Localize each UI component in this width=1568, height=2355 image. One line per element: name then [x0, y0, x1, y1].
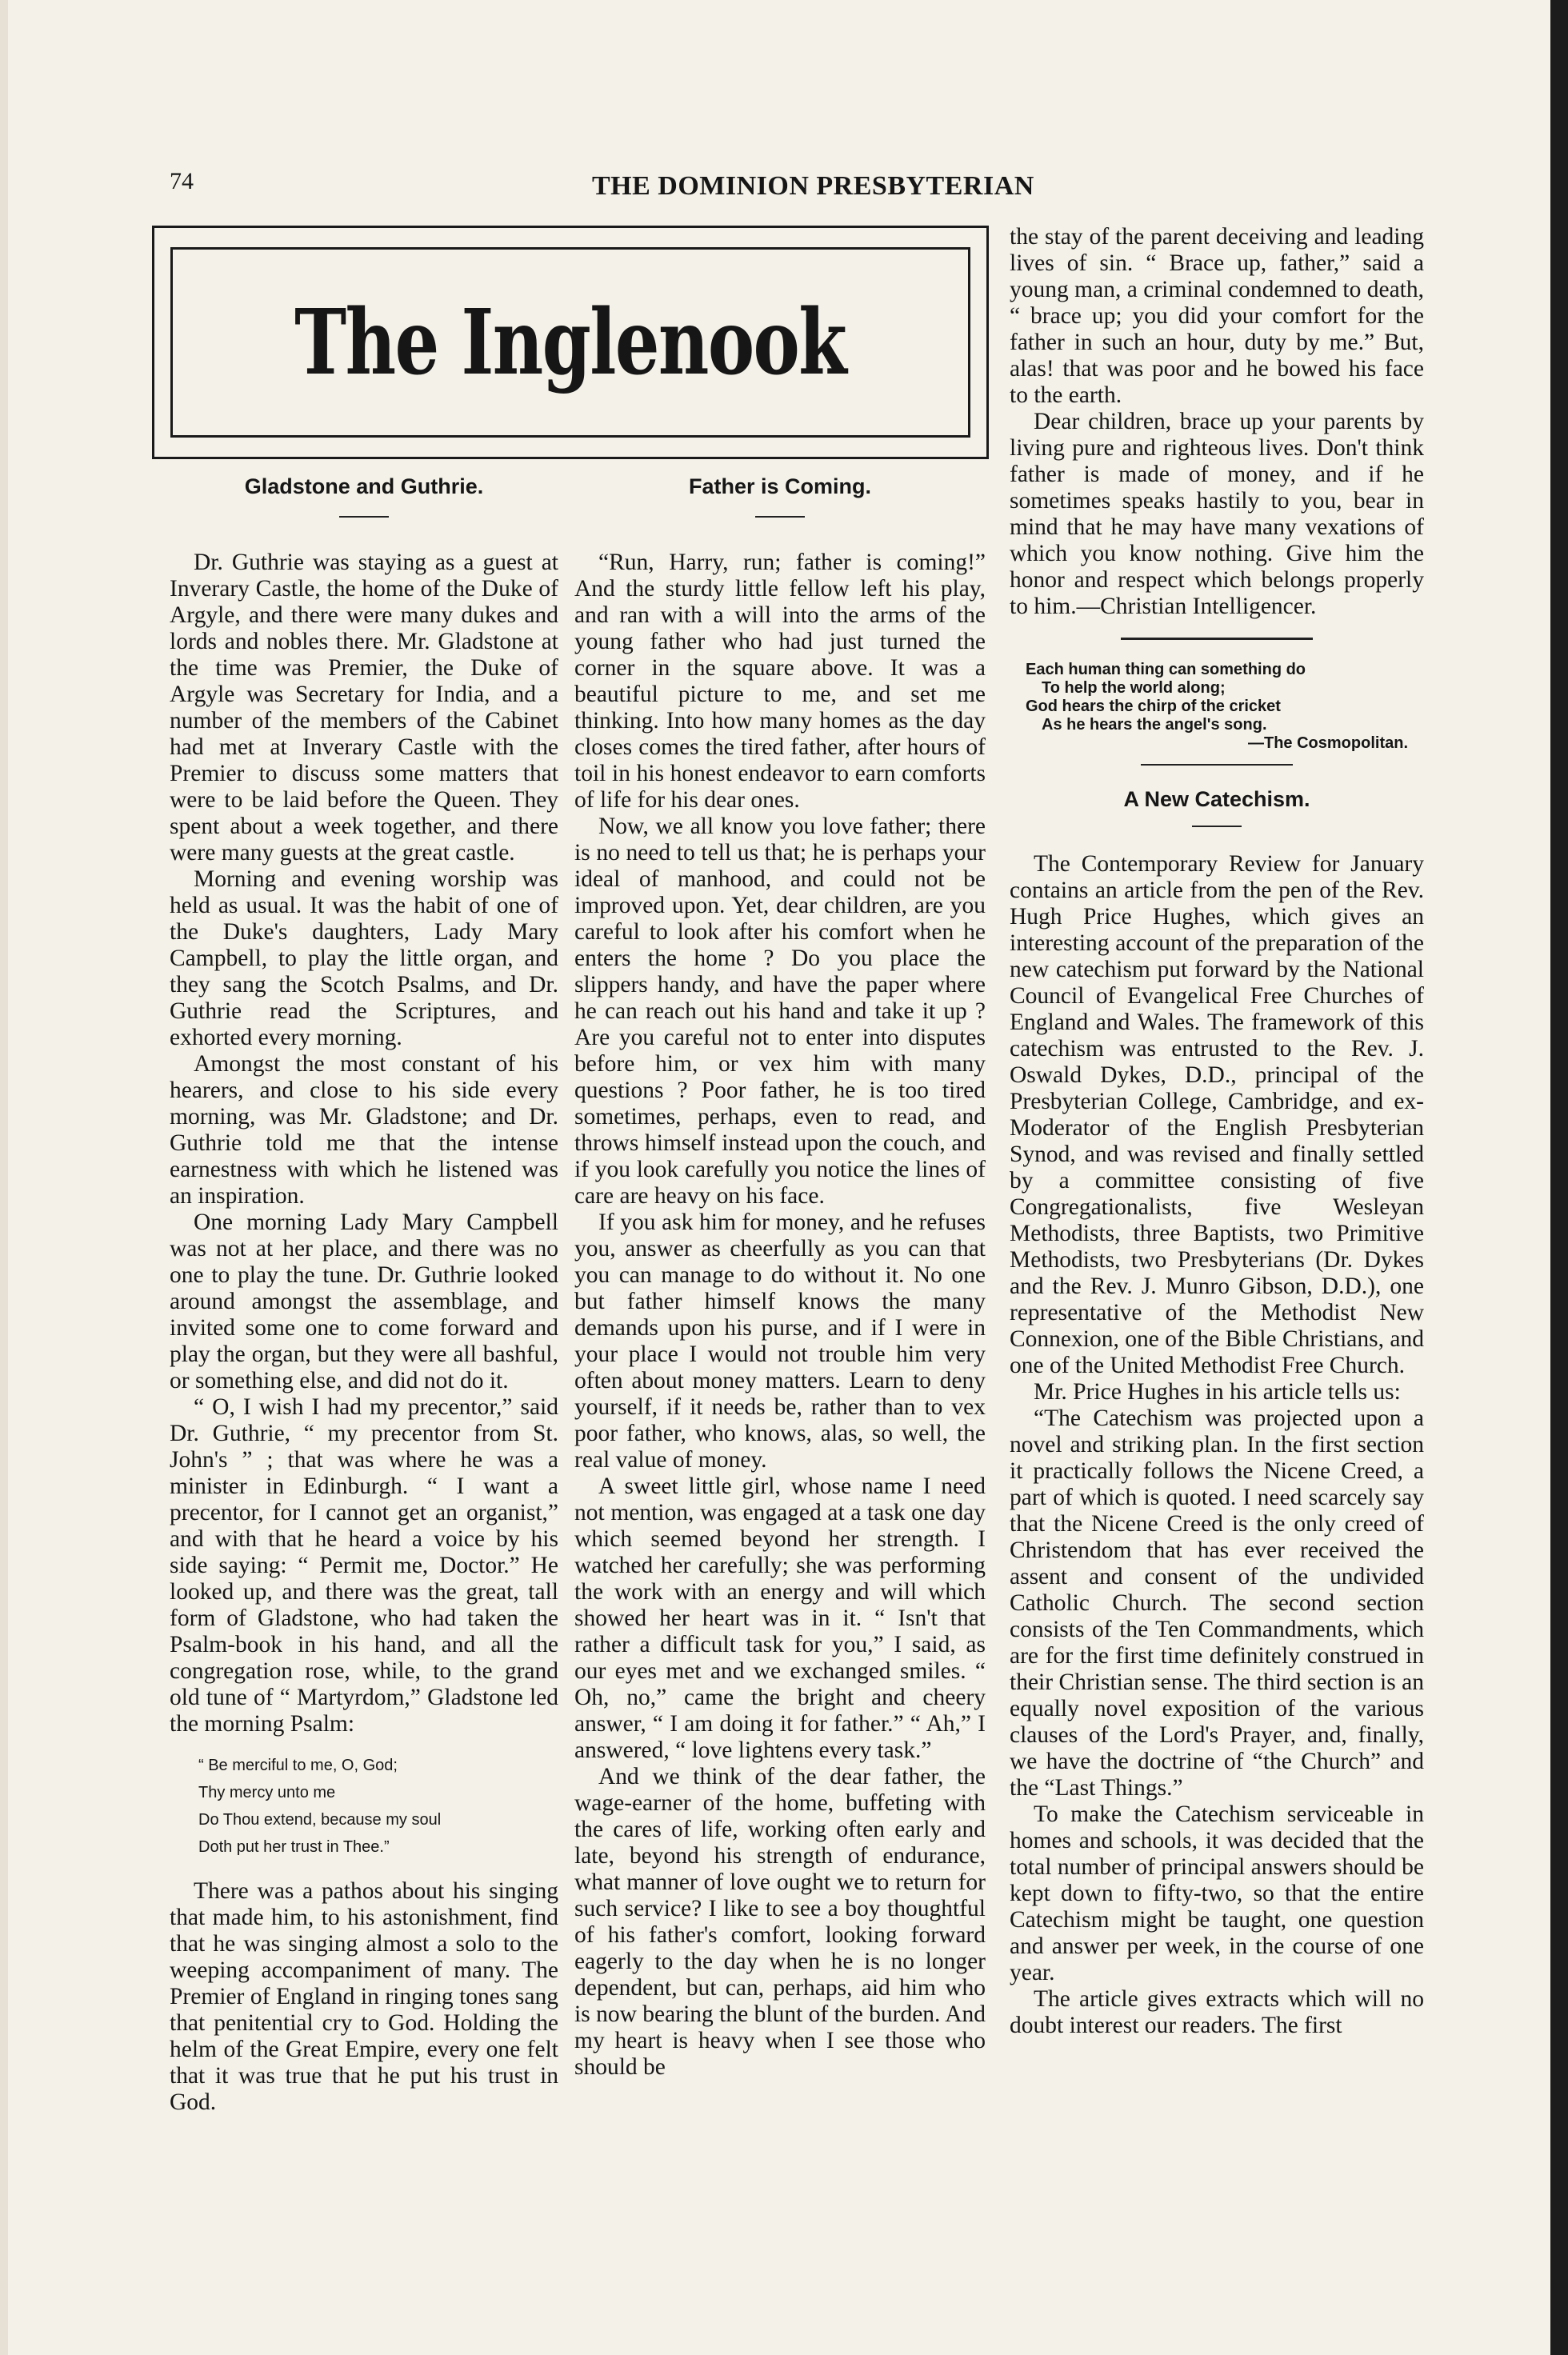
paragraph: Dear children, brace up your parents by living pure and righteous lives. Don't think father is made of money, and if he sometimes speaks hastily to you, bear in mind that he may have many vexations of which you know nothing. Give him the honor and respect which belongs properly to him.—Christian Intelligencer. [1010, 409, 1424, 619]
paragraph: Dr. Guthrie was staying as a guest at Inverary Castle, the home of the Duke of Argyle, and there were many dukes and lords and nobles there. Mr. Gladstone at the time was Premier, the Duke of Argyle was Secretary for India, and a number of the members of the Cabinet had met at Inverary Castle with the Premier to discuss some matters that were to be laid before the Queen. They spent about a week together, and there were many guests at the great castle. [170, 550, 558, 866]
scan-left-margin [0, 0, 8, 2355]
paragraph: And we think of the dear father, the wage-earner of the home, buffeting with the cares of life, working often early and late, beyond his strength of endurance, what manner of love ought we to return for such service? I like to see a boy thoughtful of his father's comfort, looking forward eagerly to the day when he is no longer dependent, but can, perhaps, aid him who is now bearing the blunt of the burden. And my heart is heavy when I see those who should be [574, 1764, 986, 2080]
paragraph: Amongst the most constant of his hearers, and close to his side every morning, was Mr. Gladstone; and Dr. Guthrie told me that the intense earnestness with which he listened was an inspiration. [170, 1051, 558, 1209]
paragraph: One morning Lady Mary Campbell was not at her place, and there was no one to play the tune. Dr. Guthrie looked around amongst the assemblage, and invited some one to come forward and play the organ, but they were all bashful, or something else, and did not do it. [170, 1209, 558, 1393]
page-number: 74 [170, 168, 194, 194]
article-title-catechism: A New Catechism. [1123, 787, 1310, 811]
paragraph: A sweet little girl, whose name I need not mention, was engaged at a task one day which seemed beyond her strength. I watched her carefully; she was performing the work with an energy and will which showed her heart was in it. “ Isn't that rather a difficult task for you,” I said, as our eyes met and we exchanged smiles. “ Oh, no,” came the bright and cheery answer, “ I am doing it for father.” “ Ah,” I answered, “ love lightens every task.” [574, 1473, 986, 1763]
paragraph: Mr. Price Hughes in his article tells us: [1034, 1379, 1401, 1405]
poem [1026, 661, 1424, 753]
paragraph: “ O, I wish I had my precentor,” said Dr. Guthrie, “ my precentor from St. John's ” ; that was where he was a minister in Edinburgh. “ I want a precentor, for I cannot get an organist,” and with that he heard a voice by his side saying: “ Permit me, Doctor.” He looked up, and there was the great, tall form of Gladstone, who had taken the Psalm-book in his hand, and all the congregation rose, while, to the grand old tune of “ Martyrdom,” Gladstone led the morning Psalm: [170, 1394, 558, 1737]
running-head: THE DOMINION PRESBYTERIAN [592, 171, 1034, 201]
article-title-father: Father is Coming. [688, 474, 872, 498]
verse-line: “ Be merciful to me, O, God; [198, 1757, 398, 1774]
masthead-title: The Inglenook [294, 290, 846, 395]
poem-line: Each human thing can something do [1026, 661, 1306, 678]
masthead-inner-frame [170, 247, 970, 438]
divider [1141, 764, 1293, 766]
masthead-frame [152, 226, 989, 459]
verse-line: Doth put her trust in Thee.” [198, 1838, 390, 1856]
paragraph: The Contemporary Review for January contains an article from the pen of the Rev. Hugh Price Hughes, which gives an interesting account of the preparation of the new catechism put forward by the National Council of Evangelical Free Churches of England and Wales. The framework of this catechism was entrusted to the Rev. J. Oswald Dykes, D.D., principal of the Presbyterian College, Cambridge, and ex-Moderator of the English Presbyterian Synod, and was revised and finally settled by a committee consisting of five Congregationalists, five Wesleyan Methodists, three Baptists, two Primitive Methodists, two Presbyterians (Dr. Dykes and the Rev. J. Munro Gibson, D.D.), one representative of the Methodist New Connexion, one of the Bible Christians, and one of the United Methodist Free Church. [1010, 851, 1424, 1378]
paragraph: If you ask him for money, and he refuses you, answer as cheerfully as you can that you can manage to do without it. No one but father himself knows the many demands upon his purse, and if I were in your place I would not trouble him very often about money matters. Learn to deny yourself, if it needs be, rather than to vex poor father, who knows, alas, so well, the real value of money. [574, 1209, 986, 1473]
paragraph: the stay of the parent deceiving and leading lives of sin. “ Brace up, father,” said a young man, a criminal condemned to death, “ brace up; you did your comfort for the father in such an hour, duty by me.” But, alas! that was poor and he bowed his face to the earth. [1010, 224, 1424, 408]
paragraph: Morning and evening worship was held as usual. It was the habit of one of the Duke's daughters, Lady Mary Campbell, to play the little organ, and they sang the Scotch Psalms, and Dr. Guthrie read the Scriptures, and exhorted every morning. [170, 866, 558, 1050]
poem-source: —The Cosmopolitan. [1248, 734, 1408, 752]
column-1 [170, 474, 558, 2116]
paragraph: “The Catechism was projected upon a novel and striking plan. In the first section it practically follows the Nicene Creed, a part of which is quoted. I need scarcely say that the Nicene Creed is the only creed of Christendom that has ever received the assent and consent of the undivided Catholic Church. The second section consists of the Ten Commandments, which are for the first time definitely construed in their Christian sense. The third section is an equally novel exposition of the various clauses of the Lord's Prayer, and, finally, we have the doctrine of “the Church” and the “Last Things.” [1010, 1405, 1424, 1801]
verse-line: Do Thou extend, because my soul [198, 1811, 442, 1829]
column-3 [1010, 224, 1424, 2039]
column-2 [574, 474, 986, 2081]
poem-line: As he hears the angel's song. [1042, 716, 1267, 734]
verse-line: Thy mercy unto me [198, 1784, 336, 1801]
poem-line: God hears the chirp of the cricket [1026, 698, 1281, 715]
paragraph: There was a pathos about his singing that made him, to his astonishment, find that he was singing almost a solo to the weeping accompaniment of many. The Premier of England in ringing tones sang that penitential cry to God. Holding the helm of the Great Empire, every one felt that it was true that he put his trust in God. [170, 1878, 558, 2115]
paragraph: To make the Catechism serviceable in homes and schools, it was decided that the total number of principal answers should be kept down to fifty-two, so that the entire Catechism might be taught, one question and answer per week, in the course of one year. [1010, 1801, 1424, 1985]
paragraph: Now, we all know you love father; there is no need to tell us that; he is perhaps your ideal of manhood, and could not be improved upon. Yet, dear children, are you careful to look after his comfort when he enters the home ? Do you place the slippers handy, and have the paper where he can reach out his hand and take it up ? Are you careful not to enter into disputes before him, or vex him with many questions ? Poor father, he is too tired sometimes, perhaps, even to read, and throws himself instead upon the couch, and if you look carefully you notice the lines of care are heavy on his face. [574, 814, 986, 1209]
divider [1192, 826, 1242, 827]
divider [755, 516, 805, 518]
divider [1121, 638, 1313, 640]
poem-line: To help the world along; [1042, 679, 1226, 697]
paragraph: The article gives extracts which will no doubt interest our readers. The first [1010, 1986, 1424, 2038]
psalm-verse [198, 1752, 558, 1861]
article-title-gladstone: Gladstone and Guthrie. [244, 474, 484, 498]
paragraph: “Run, Harry, run; father is coming!” And the sturdy little fellow left his play, and ran with a will into the arms of the young father who had just turned the corner in the square above. It was a beautiful picture to me, and set me thinking. Into how many homes as the day closes comes the tired father, after hours of toil in his honest endeavor to earn comforts of life for his dear ones. [574, 550, 986, 813]
divider [339, 516, 389, 518]
scan-right-edge [1550, 0, 1568, 2355]
